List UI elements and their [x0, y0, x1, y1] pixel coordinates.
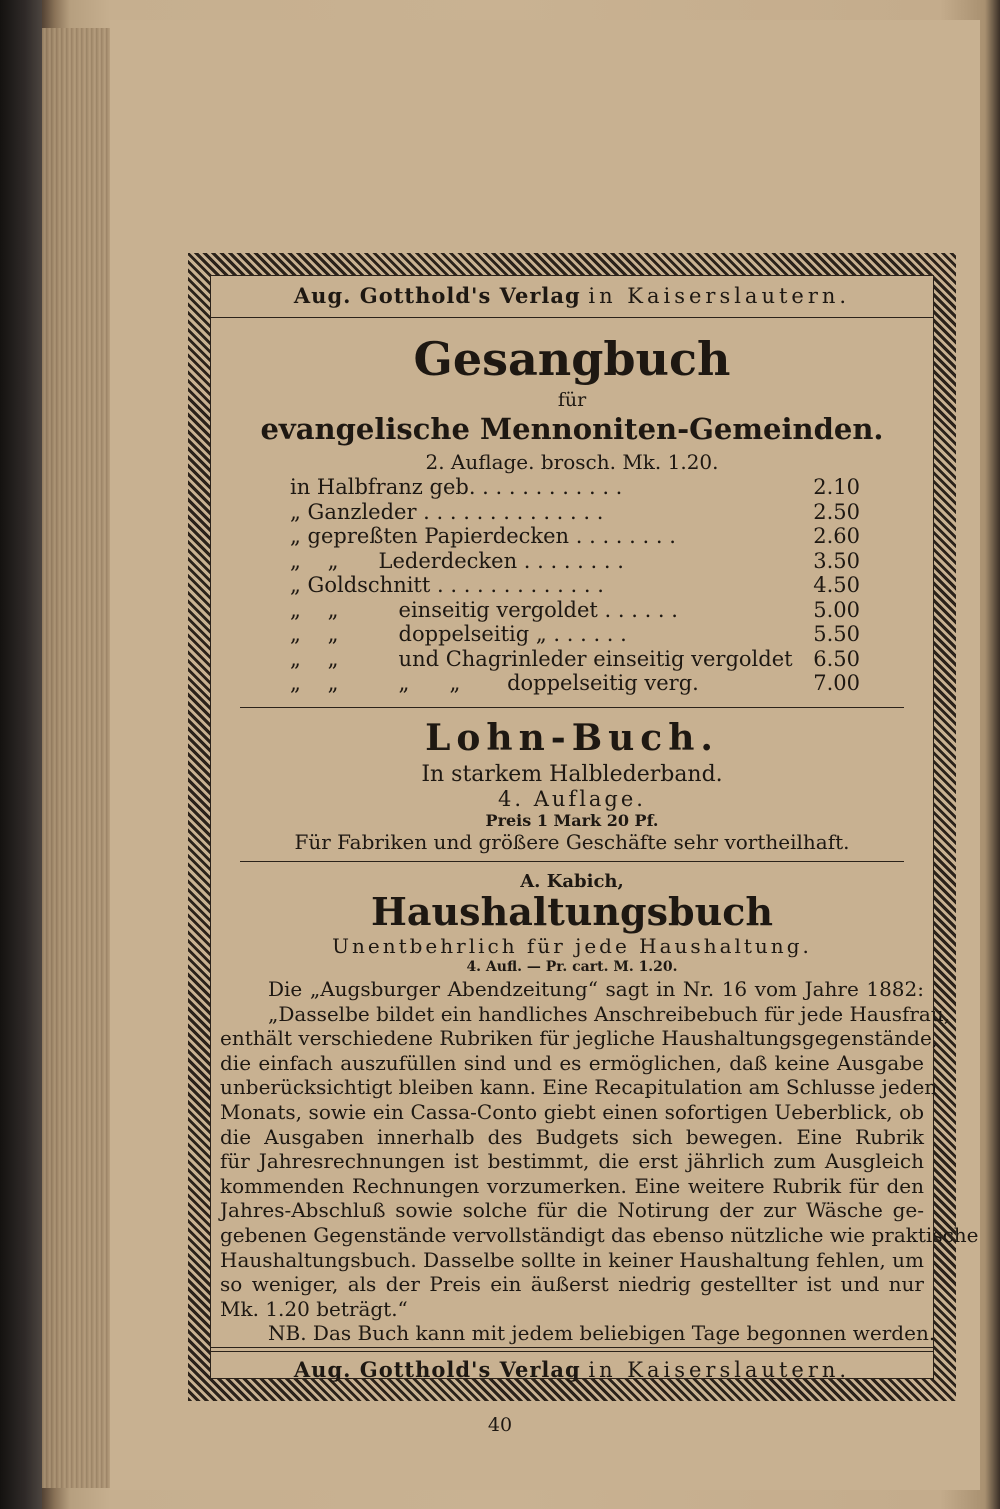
nb-line: NB. Das Buch kann mit jedem beliebigen Tage begonnen werden. — [268, 1321, 936, 1346]
price-label: „ „ Lederdecken . . . . . . . . — [290, 548, 624, 573]
price-row — [290, 500, 860, 525]
footer-publisher-name: Aug. Gotthold's Verlag — [293, 1357, 581, 1382]
text-line: unberücksichtigt bleiben kann. Eine Recapitulation am Schlusse jeden — [220, 1075, 938, 1100]
gesangbuch-title: Gesangbuch — [413, 332, 731, 386]
footer-publisher-place: in Kaiserslautern. — [588, 1358, 851, 1382]
lohnbuch-binding: In starkem Halblederband. — [421, 762, 723, 787]
text-line: Mk. 1.20 beträgt.“ — [220, 1296, 408, 1321]
gesangbuch-edition: 2. Auflage. brosch. Mk. 1.20. — [425, 450, 719, 474]
price-value: 2.60 — [813, 524, 860, 548]
price-value: 5.50 — [813, 622, 860, 646]
price-value: 7.00 — [813, 671, 860, 695]
page-number: 40 — [487, 1414, 513, 1436]
text-line: Die „Augsburger Abendzeitung“ sagt in Nr. 16 vom Jahre 1882: — [268, 977, 924, 1001]
text-line: für Jahresrechnungen ist bestimmt, die erst jährlich zum Ausgleich — [220, 1149, 924, 1174]
price-label: in Halbfranz geb. . . . . . . . . . . . — [290, 475, 623, 499]
price-row — [290, 671, 860, 696]
price-label: „ „ und Chagrinleder einseitig vergoldet — [290, 646, 793, 671]
price-table — [290, 475, 860, 696]
section-rule — [240, 861, 904, 862]
text-line: Monats, sowie ein Cassa-Conto giebt einen sofortigen Ueberblick, ob — [220, 1099, 924, 1124]
footer-rule — [210, 1347, 934, 1348]
price-value: 6.50 — [813, 646, 860, 671]
price-value: 3.50 — [813, 548, 860, 573]
header-publisher — [210, 283, 934, 308]
advertisement-frame — [188, 253, 979, 1401]
text-line: so weniger, als der Preis ein äußerst niedrig gestellter ist und nur — [220, 1272, 924, 1297]
price-row — [290, 647, 860, 672]
price-value: 2.10 — [813, 475, 860, 499]
gesangbuch-fuer: für — [557, 389, 587, 411]
text-line: Jahres-Abschluß sowie solche für die Notirung der zur Wäsche ge- — [220, 1198, 924, 1223]
price-label: „ Goldschnitt . . . . . . . . . . . . . — [290, 573, 604, 597]
price-label: „ Ganzleder . . . . . . . . . . . . . . — [290, 499, 604, 524]
haushaltungsbuch-text — [220, 977, 979, 1346]
price-label: „ „ einseitig vergoldet . . . . . . — [290, 597, 678, 622]
price-value: 5.00 — [813, 597, 860, 622]
text-line: enthält verschiedene Rubriken für jegliche Haushaltungsgegenstände, — [220, 1026, 939, 1051]
gesangbuch-subtitle: evangelische Mennoniten-Gemeinden. — [260, 412, 884, 446]
lohnbuch-note: Für Fabriken und größere Geschäfte sehr vortheilhaft. — [294, 830, 850, 854]
price-label: „ „ doppelseitig „ . . . . . . — [290, 622, 627, 646]
section-rule — [240, 707, 904, 708]
text-line: die Ausgaben innerhalb des Budgets sich bewegen. Eine Rubrik — [220, 1124, 924, 1149]
haushaltungsbuch-edition: 4. Aufl. — Pr. cart. M. 1.20. — [466, 959, 678, 975]
price-value: 4.50 — [813, 573, 860, 597]
header-rule — [210, 317, 934, 318]
header-publisher-name: Aug. Gotthold's Verlag — [293, 283, 581, 308]
price-row — [290, 524, 860, 549]
price-label: „ „ „ „ doppelseitig verg. — [290, 671, 699, 695]
price-row — [290, 549, 860, 574]
price-row — [290, 573, 860, 598]
lohnbuch-price: Preis 1 Mark 20 Pf. — [485, 811, 659, 830]
text-line: die einfach auszufüllen sind und es ermöglichen, daß keine Ausgabe — [220, 1050, 924, 1075]
footer-rule-double — [210, 1351, 934, 1352]
haushaltungsbuch-author: A. Kabich, — [520, 871, 624, 892]
price-row — [290, 475, 860, 500]
text-line: kommenden Rechnungen vorzumerken. Eine weitere Rubrik für den — [220, 1173, 924, 1198]
header-publisher-place: in Kaiserslautern. — [588, 284, 851, 308]
price-row — [290, 598, 860, 623]
price-label: „ gepreßten Papierdecken . . . . . . . . — [290, 524, 676, 548]
book-spine — [0, 0, 42, 1509]
price-value: 2.50 — [813, 499, 860, 524]
text-line: „Dasselbe bildet ein handliches Anschreibebuch für jede Hausfrau, — [268, 1001, 951, 1026]
lohnbuch-edition: 4. Auflage. — [498, 787, 646, 811]
lohnbuch-title: Lohn-Buch. — [425, 717, 719, 759]
haushaltungsbuch-title: Haushaltungsbuch — [371, 889, 773, 934]
footer-publisher — [210, 1357, 934, 1382]
haushaltungsbuch-tagline: Unentbehrlich für jede Haushaltung. — [332, 934, 812, 958]
price-row — [290, 622, 860, 647]
page-edges — [42, 28, 112, 1488]
text-line: Haushaltungsbuch. Dasselbe sollte in keiner Haushaltung fehlen, um — [220, 1247, 924, 1272]
text-line: gebenen Gegenstände vervollständigt das ebenso nützliche wie praktische — [220, 1222, 979, 1247]
